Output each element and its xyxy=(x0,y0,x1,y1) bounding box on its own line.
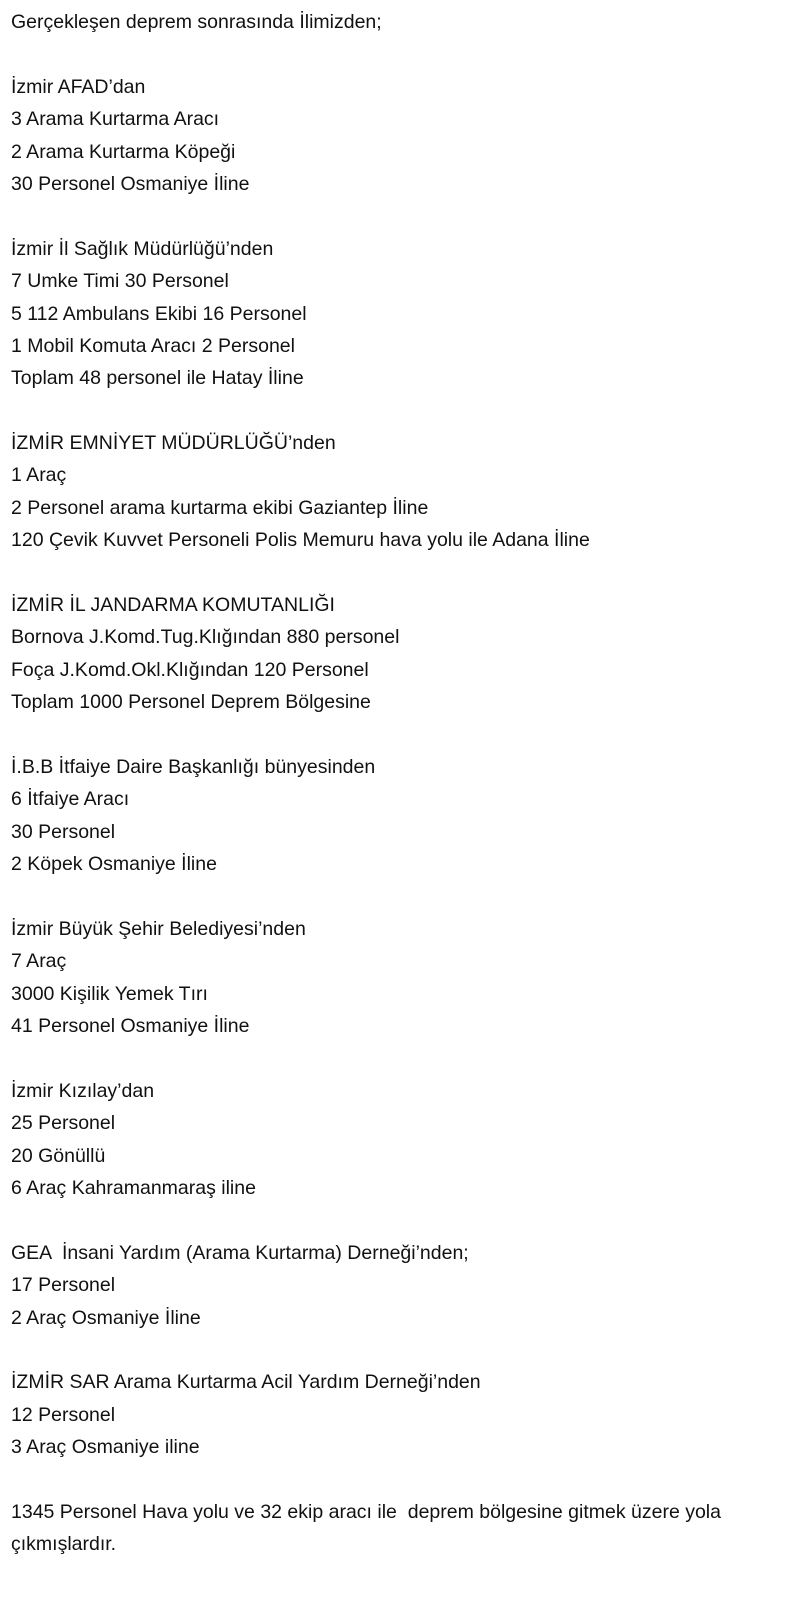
section-line: 2 Arama Kurtarma Köpeği xyxy=(11,140,236,163)
section-line: Bornova J.Komd.Tug.Klığından 880 personel xyxy=(11,626,400,649)
section-line: 20 Gönüllü xyxy=(11,1144,106,1167)
section-itfaiye xyxy=(11,751,796,881)
spacer xyxy=(11,1204,796,1236)
section-kizilay xyxy=(11,1075,796,1205)
section-line: 120 Çevik Kuvvet Personeli Polis Memuru hava yolu ile Adana İline xyxy=(11,529,590,552)
spacer xyxy=(11,719,796,751)
section-line: 6 İtfaiye Aracı xyxy=(11,788,130,811)
section-line: 2 Araç Osmaniye İline xyxy=(11,1306,201,1329)
section-buyuksehir xyxy=(11,913,796,1043)
section-line: 7 Umke Timi 30 Personel xyxy=(11,270,229,293)
section-heading: GEA İnsani Yardım (Arama Kurtarma) Derneği’nden; xyxy=(11,1241,469,1264)
spacer xyxy=(11,1043,796,1075)
section-line: 6 Araç Kahramanmaraş iline xyxy=(11,1177,256,1200)
section-heading: İzmir Büyük Şehir Belediyesi’nden xyxy=(11,917,306,940)
closing-paragraph: 1345 Personel Hava yolu ve 32 ekip aracı ile deprem bölgesine gitmek üzere yola çıkmışlardır. xyxy=(11,1500,727,1556)
section-izmir-sar xyxy=(11,1366,796,1463)
section-line: 1 Araç xyxy=(11,464,67,487)
section-line: 30 Personel Osmaniye İline xyxy=(11,172,250,195)
section-line: 25 Personel xyxy=(11,1112,116,1135)
spacer xyxy=(11,38,796,70)
spacer xyxy=(11,1464,796,1496)
section-line: 30 Personel xyxy=(11,820,116,843)
spacer xyxy=(11,395,796,427)
section-line: 3 Arama Kurtarma Aracı xyxy=(11,108,220,131)
spacer xyxy=(11,1334,796,1366)
section-heading: İzmir Kızılay’dan xyxy=(11,1079,155,1102)
section-jandarma xyxy=(11,589,796,719)
spacer xyxy=(11,200,796,232)
section-emniyet xyxy=(11,427,796,557)
section-heading: İ.B.B İtfaiye Daire Başkanlığı bünyesinden xyxy=(11,755,376,778)
section-line: Toplam 48 personel ile Hatay İline xyxy=(11,367,304,390)
section-line: 2 Köpek Osmaniye İline xyxy=(11,853,217,876)
section-line: 17 Personel xyxy=(11,1274,116,1297)
section-gea xyxy=(11,1237,796,1334)
section-heading: İzmir İl Sağlık Müdürlüğü’nden xyxy=(11,237,274,260)
section-line: 1 Mobil Komuta Aracı 2 Personel xyxy=(11,334,295,357)
section-line: 12 Personel xyxy=(11,1403,116,1426)
section-heading: İZMİR İL JANDARMA KOMUTANLIĞI xyxy=(11,594,335,617)
section-line: 3 Araç Osmaniye iline xyxy=(11,1436,200,1459)
spacer xyxy=(11,881,796,913)
section-line: 5 112 Ambulans Ekibi 16 Personel xyxy=(11,302,307,325)
document-body xyxy=(11,6,796,1561)
intro-line: Gerçekleşen deprem sonrasında İlimizden; xyxy=(11,11,382,33)
section-saglik xyxy=(11,233,796,395)
section-heading: İzmir AFAD’dan xyxy=(11,75,146,98)
section-heading: İZMİR EMNİYET MÜDÜRLÜĞÜ’nden xyxy=(11,432,336,455)
section-line: 3000 Kişilik Yemek Tırı xyxy=(11,982,208,1005)
section-afad xyxy=(11,71,796,201)
section-line: Foça J.Komd.Okl.Klığından 120 Personel xyxy=(11,658,369,681)
spacer xyxy=(11,557,796,589)
section-heading: İZMİR SAR Arama Kurtarma Acil Yardım Derneği’nden xyxy=(11,1371,481,1394)
section-line: 2 Personel arama kurtarma ekibi Gaziantep İline xyxy=(11,496,429,519)
section-line: Toplam 1000 Personel Deprem Bölgesine xyxy=(11,691,371,714)
section-line: 41 Personel Osmaniye İline xyxy=(11,1015,250,1038)
section-line: 7 Araç xyxy=(11,950,67,973)
